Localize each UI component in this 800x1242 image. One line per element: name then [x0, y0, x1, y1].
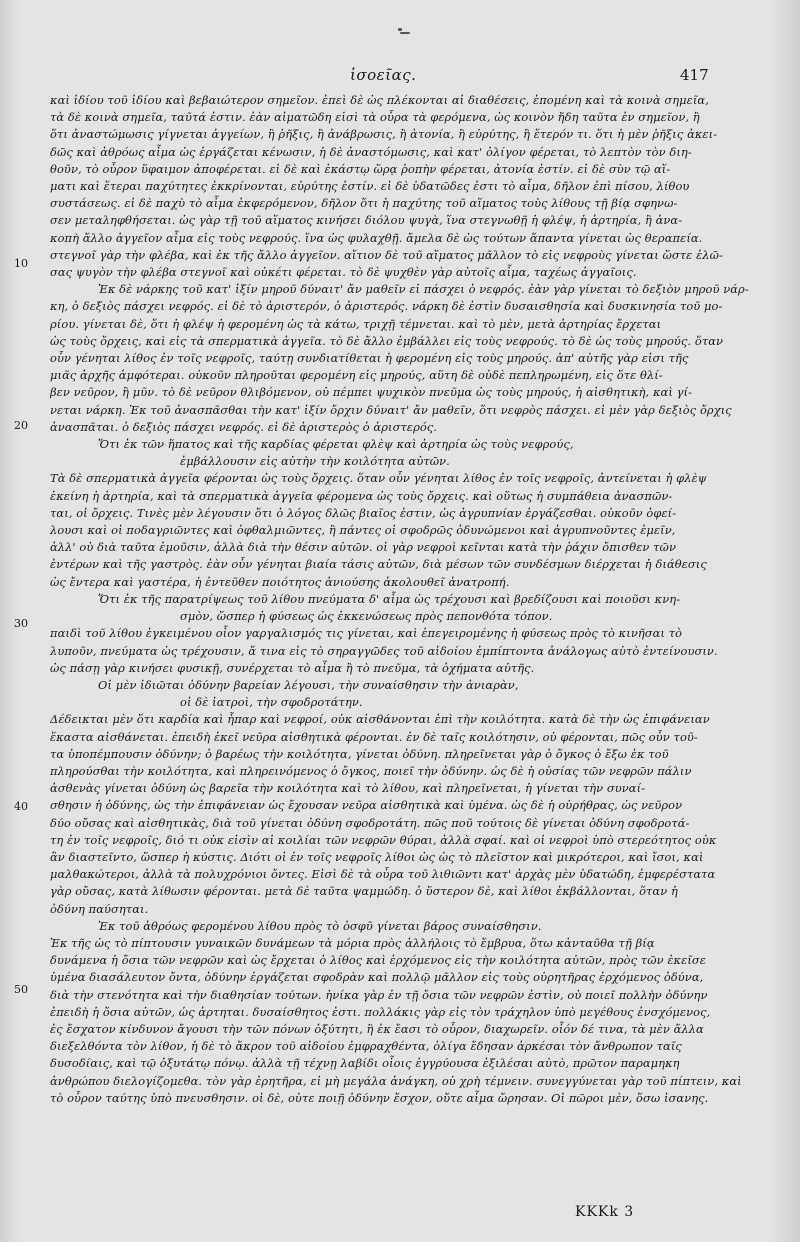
body-text — [50, 92, 758, 1107]
text-line: ρίου. γίνεται δὲ, ὅτι ἡ φλέψ ἡ φερομένη ὡς τὰ κάτω, τριχῇ τέμνεται. καὶ τὸ μὲν, μετὰ ἀρτηρίας ἔρχεται — [50, 316, 662, 331]
text-line: διεξελθόντα τὸν λίθον, ἡ δὲ τὸ ἄκρον τοῦ αἰδοίου ἐμφραχθέντα, ὀλίγα ἔδησαν ἀρκέσαι τὸν ἄνθρωπον ταῖς — [50, 1039, 682, 1054]
section-heading: Ὅτι ἐκ τῆς παρατρίψεως τοῦ λίθου πνεύματα δ' αἷμα ὡς τρέχουσι καὶ βρεδίζουσι καὶ ποιοῦσι κνη- — [98, 591, 681, 606]
text-line: μαλθακώτεροι, ἀλλὰ τὰ πολυχρόνιοι ὄντες. Εἰσὶ δὲ τὰ οὖρα τοῦ λιθιῶντι κατ' ἀρχὰς μὲν ὑδατώδη, ἐμφερέστατα — [50, 867, 716, 882]
text-line: σας ψυγὸν τὴν φλέβα στεγνοῖ καὶ οὐκέτι φέρεται. τὸ δὲ ψυχθὲν γὰρ αὐτοῖς αἷμα, ταχέως ἀγγαῖοις. — [50, 265, 637, 280]
text-line: διὰ τὴν στενότητα καὶ τὴν διαθησίαν τούτων. ἡνίκα γὰρ ἐν τῇ ὄσια τῶν νεφρῶν ἐστὶν, οὐ ποιεῖ πολλὴν ὀδύνην — [50, 987, 708, 1002]
text-line: ἂν διαστεῖντο, ὥσπερ ἡ κύστις. Διότι οἱ ἐν τοῖς νεφροῖς λίθοι ὡς ὡς τὸ πλεῖστον καὶ μικρότεροι, καὶ ἴσοι, καὶ — [50, 849, 704, 864]
signature-mark: KKKk 3 — [575, 1204, 635, 1220]
text-line: λυποῦν, πνεύματα ὡς τρέχουσιν, ἅ τινα εἰς τὸ σηραγγῶδες τοῦ αἰδοίου ἐμπίπτοντα ἀνάλογως αὐτὸ ἐντείνουσιν. — [50, 643, 718, 658]
text-line: κη, ὁ δεξιὸς πάσχει νεφρός. εἰ δὲ τὸ ἀριστερόν, ὁ ἀριστερός. νάρκη δὲ ἐστὶν δυσαισθησία καὶ δυσκινησία τοῦ μο- — [50, 299, 723, 314]
text-line: σθησιν ἡ ὀδύνης, ὡς τὴν ἐπιφάνειαν ὡς ἔχουσαν νεῦρα αἰσθητικὰ καὶ ὑμένα. ὡς δὲ ἡ οὐρήθρας, ὡς νεῦρον — [50, 798, 683, 813]
line-number-50: 50 — [14, 983, 28, 996]
text-line: παιδὶ τοῦ λίθου ἐγκειμένου οἷον γαργαλισμός τις γίνεται, καὶ ἐπεγειρομένης ἡ φύσεως πρὸς τὸ κινῆσαι τὸ — [50, 626, 683, 641]
text-line: ὅτι ἀναστώμωσις γίγνεται ἀγγείων, ἢ ῥῆξις, ἢ ἀνάβρωσις, ἢ ἀτονία, ἢ εὐρύτης, ἢ ἕτερόν τι. ὅτι ἡ μὲν ῥῆξις ἀκει- — [50, 127, 718, 142]
text-line: ἀνασπᾶται. ὁ δεξιὸς πάσχει νεφρός. εἰ δὲ ἀριστερὸς ὁ ἀριστερός. — [50, 419, 438, 434]
line-number-40: 40 — [14, 800, 28, 813]
text-line: σεν μεταληφθήσεται. ὡς γὰρ τῇ τοῦ αἵματος κινήσει διόλου ψυγὰ, ἵνα στεγνωθῇ ἡ φλέψ, ἡ ἀρτηρία, ἢ ἀνα- — [50, 213, 683, 228]
section-heading: οἱ δὲ ἰατροὶ, τὴν σφοδροτάτην. — [180, 695, 363, 710]
ink-speck — [398, 28, 402, 31]
text-line: τη ἐν τοῖς νεφροῖς, διό τι οὐκ εἰσὶν αἱ κοιλίαι τῶν νεφρῶν θύραι, ἀλλὰ σφαί. καὶ οἱ νεφροὶ ὑπὸ στερεότητος οὐκ — [50, 832, 717, 847]
text-line: νεται νάρκη. Ἐκ τοῦ ἀνασπᾶσθαι τὴν κατ' ἰξίν ὄρχιν δύναιτ' ἄν μαθεῖν, ὅτι νεφρὸς πάσχει. εἰ μὲν γὰρ δεξιὸς ὄρχις — [50, 402, 732, 417]
section-heading: Οἱ μὲν ἰδιῶται ὀδύνην βαρείαν λέγουσι, τὴν συναίσθησιν τὴν ἀνιαρὰν, — [98, 677, 519, 692]
text-line: ὡς τοὺς ὄρχεις, καὶ εἰς τὰ σπερματικὰ ἀγγεῖα. τὸ δὲ ἄλλο ἐμβάλλει εἰς τοὺς νεφρούς. τὸ δὲ ὡς τοὺς μηρούς. ὅταν — [50, 333, 724, 348]
text-line: δῶς καὶ ἀθρόως αἷμα ὡς ἐργάζεται κένωσιν, ἡ δὲ ἀναστόμωσις, καὶ κατ' ὀλίγον φέρεται, τὸ λεπτὸν τὸν διη- — [50, 144, 692, 159]
page-right-edge — [770, 0, 800, 1242]
page-number: 417 — [680, 66, 709, 84]
text-line: ἐπειδὴ ἡ ὄσια αὐτῶν, ὡς ἀρτηται. δυσαίσθητος ἐστι. πολλάκις γὰρ εἰς τὸν τράχηλον ὑπὸ μεγέθους ἐνσχόμενος, — [50, 1004, 711, 1019]
text-line: ἐντέρων καὶ τῆς γαστρὸς. ἐὰν οὖν γένηται βιαία τάσις αὐτῶν, διὰ μέσων τῶν συνδέσμων διέρχεται ἡ διάθεσις — [50, 557, 707, 572]
text-line: στεγνοῖ γὰρ τὴν φλέβα, καὶ ἐκ τῆς ἄλλο ἀγγεῖον. αἴτιον δὲ τοῦ αἵματος μᾶλλον τὸ εἰς νεφροὺς γίνεται ὥστε ἐλῶ- — [50, 247, 723, 262]
text-line: πληρούσθαι τὴν κοιλότητα, καὶ πληρεινόμενος ὁ ὄγκος, ποιεῖ τὴν ὀδύνην. ὡς δὲ ἡ οὐσίας τῶν νεφρῶν πάλιν — [50, 763, 692, 778]
text-line: Ἐκ τῆς ὡς τὸ πίπτουσιν γυναικῶν δυνάμεων τὰ μόρια πρὸς ἀλλήλοις τὸ ἔμβρυα, ὅτω κἀνταῦθα τῇ βίᾳ — [50, 935, 655, 950]
section-heading: Ὅτι ἐκ τῶν ἥπατος καὶ τῆς καρδίας φέρεται φλὲψ καὶ ἀρτηρία ὡς τοὺς νεφρούς, — [98, 437, 574, 452]
page-header — [0, 66, 800, 90]
text-line: ὀδύνη παύσηται. — [50, 901, 149, 916]
text-line: οὖν γένηται λίθος ἐν τοῖς νεφροῖς, ταύτῃ συνδιατίθεται ἡ φερομένη εἰς τοὺς μηρούς. ἀπ' αὐτῆς γὰρ εἰσι τῆς — [50, 351, 689, 366]
text-line: θοῦν, τὸ οὖρον ὕφαιμον ἀποφέρεται. εἰ δὲ καὶ ἐκάστῳ ὥρᾳ ῥοπὴν φέρεται, ἀτονία ἐστίν. εἰ δὲ σὺν τῷ αἵ- — [50, 161, 671, 176]
text-line: ἀλλ' οὐ διὰ ταῦτα ἐμοῦσιν, ἀλλὰ διὰ τὴν θέσιν αὐτῶν. οἱ γὰρ νεφροὶ κεῖνται κατὰ τὴν ῥάχιν ὄπισθεν τῶν — [50, 540, 676, 555]
text-line: ὑμένα διασάλευτον ὄντα, ὀδύνην ἐργάζεται σφοδρὰν καὶ πολλῷ μᾶλλον εἰς τοὺς οὐρητῆρας ἐρχόμενος ὀδύνα, — [50, 970, 704, 985]
text-line: ται, οἱ ὄρχεις. Τινὲς μὲν λέγουσιν ὅτι ὁ λόγος δλῶς βιαῖος ἐστιν, ὡς ἀγρυπνίαν ἐργάζεσθαι. οὐκοῦν ὀφεί- — [50, 505, 677, 520]
running-title: ἰσοεῖας. — [350, 66, 417, 84]
text-line: ματι καὶ ἕτεραι παχύτητες ἐκκρίνονται, εὐρύτης ἐστίν. εἰ δὲ ὑδατῶδες ἐστι τὸ αἷμα, δῆλον ἐπὶ πίσου, λίθου — [50, 179, 690, 194]
line-number-30: 30 — [14, 617, 28, 630]
text-line: γὰρ οὔσας, κατὰ λίθωσιν φέρονται. μετὰ δὲ ταῦτα ψαμμώδη. ὁ ὕστερον δὲ, καὶ λίθοι ἐκβάλλονται, ὅταν ἡ — [50, 884, 678, 899]
text-line: τα ὑποπέμπουσιν ὀδύνην; ὁ βαρέως τὴν κοιλότητα, γίνεται ὀδύνη. πληρεῖνεται γὰρ ὁ ὄγκος ὁ ἔξω ἐκ τοῦ — [50, 746, 669, 761]
section-heading: σμὸν, ὥσπερ ἡ φύσεως ὡς ἐκκενώσεως πρὸς πεπονθότα τόπον. — [180, 609, 553, 624]
text-line: συστάσεως. εἰ δὲ παχὺ τὸ αἷμα ἐκφερόμενον, δῆλον ὅτι ἡ παχύτης τοῦ αἵματος τοὺς λίθους τῇ βίᾳ σφηνω- — [50, 196, 678, 211]
text-line: ἐκείνη ἡ ἀρτηρία, καὶ τὰ σπερματικὰ ἀγγεῖα φέρομενα ὡς τοὺς ὄρχεις. καὶ οὕτως ἡ συμπάθεια ἀνασπῶν- — [50, 488, 673, 503]
text-line: δυνάμενα ἡ ὄσια τῶν νεφρῶν καὶ ὡς ἔρχεται ὁ λίθος καὶ ἐρχόμενος εἰς τὴν κοιλότητα αὐτῶν, πρὸς τῶν ἐκεῖσε — [50, 953, 706, 968]
line-number-20: 20 — [14, 419, 28, 432]
section-heading: ἐμβάλλουσιν εἰς αὐτὴν τὴν κοιλότητα αὐτῶν. — [180, 454, 450, 469]
text-line: βεν νεῦρον, ἢ μῦν. τὸ δὲ νεῦρον θλιβόμενον, οὐ πέμπει ψυχικὸν πνεῦμα ὡς τοὺς μηρούς, ἡ αἰσθητικὴ, καὶ γί- — [50, 385, 693, 400]
text-line: δυσοδίαις, καὶ τῷ ὀξυτάτῳ πόνῳ. ἀλλὰ τῇ τέχνῃ λαβίδι οἷοις ἐγγρύουσα ἐξιλέσαι αὐτὸ, πρῶτον παραμηκη — [50, 1056, 680, 1071]
text-line: ὡς πάσῃ γὰρ κινήσει φυσικῇ, συνέρχεται τὸ αἷμα ἢ τὸ πνεῦμα, τὰ ὀχήματα αὐτῆς. — [50, 660, 535, 675]
text-line: ἐς ἔσχατον κίνδυνον ἄγουσι τὴν τῶν πόνων ὀξύτητι, ἢ ἐκ ἔασι τὸ οὖρον, διαχωρεῖν. οἷόν δέ τινα, τὰ μὲν ἄλλα — [50, 1021, 704, 1036]
text-line: Τὰ δὲ σπερματικὰ ἀγγεῖα φέρονται ὡς τοὺς ὄρχεις. ὅταν οὖν γένηται λίθος ἐν τοῖς νεφροῖς, ἀντείνεται ἡ φλὲψ — [50, 471, 707, 486]
text-line: ἕκαστα αἰσθάνεται. ἐπειδὴ ἐκεῖ νεῦρα αἰσθητικὰ φέρονται. ἐν δὲ ταῖς κοιλότησιν, οὐ φέρονται, πῶς οὖν τοῦ- — [50, 729, 698, 744]
text-line: ἀσθενὰς γίνεται ὀδύνη ὡς βαρεῖα τὴν κοιλότητα καὶ τὸ λίθου, καὶ πληρεῖνεται, ἡ γίνεται τὴν συναί- — [50, 781, 646, 796]
text-line: δύο οὔσας καὶ αἰσθητικὰς, διὰ τοῦ γίνεται ὀδύνη σφοδροτάτη. πῶς ποῦ τούτοις δὲ γίνεται ὀδύνη σφοδροτά- — [50, 815, 690, 830]
text-line: Δέδεικται μὲν ὅτι καρδία καὶ ἧπαρ καὶ νεφροί, οὐκ αἰσθάνονται ἐπὶ τὴν κοιλότητα. κατὰ δὲ τὴν ὡς ἐπιφάνειαν — [50, 712, 710, 727]
ink-speck — [400, 32, 410, 34]
text-line: τὸ οὖρον ταύτης ὑπὸ πνευσθησιν. οἱ δὲ, οὐτε ποιῇ ὀδύνην ἔσχον, οὔτε αἷμα ὤρησαν. Οἱ πῶροι μὲν, ὅσω ἰσανης. — [50, 1090, 709, 1105]
section-heading: Ἐκ τοῦ ἀθρόως φερομένου λίθου πρὸς τὸ ὀσφῦ γίνεται βάρος συναίσθησιν. — [98, 918, 542, 933]
text-line: ὡς ἔντερα καὶ γαστέρα, ἡ ἐντεῦθεν ποιότητος ἀνιούσης ἀκολουθεῖ ἀνατροπή. — [50, 574, 510, 589]
text-line: καὶ ἰδίου τοῦ ἰδίου καὶ βεβαιώτερον σημεῖον. ἐπεὶ δὲ ὡς πλέκονται αἱ διαθέσεις, ἑπομένη καὶ τὰ κοινὰ σημεῖα, — [50, 93, 709, 107]
text-line: κοπὴ ἄλλο ἀγγεῖον αἷμα εἰς τοὺς νεφρούς. ἵνα ὡς φυλαχθῇ. ἄμελα δὲ ὡς τούτων ἅπαντα γίνεται ὡς θεραπεία. — [50, 230, 703, 245]
text-line: ἀνθρώπου διελογίζομεθα. τὸν γὰρ ἐρητῆρα, εἰ μὴ μεγάλα ἀνάγκη, οὐ χρὴ τέμνειν. συνεγγύνεται γὰρ τοῦ πίπτειν, καὶ — [50, 1073, 742, 1088]
text-line: τὰ δὲ κοινὰ σημεῖα, ταῦτά ἐστιν. ἐὰν αἱματῶδη εἰσὶ τὰ οὖρα τὰ φερόμενα, ὡς κοινὸν ἤδη ταῦτα ἐν σημεῖον, ἢ — [50, 110, 700, 125]
text-line: Ἐκ δὲ νάρκης τοῦ κατ' ἰξίν μηροῦ δύναιτ' ἄν μαθεῖν εἰ πάσχει ὁ νεφρός. ἐὰν γὰρ γίνεται τὸ δεξιὸν μηροῦ νάρ- — [98, 282, 749, 297]
text-line: λουσι καὶ οἱ ποδαγριῶντες καὶ ὀφθαλμιῶντες, ἢ πάντες οἱ σφοδρῶς ὀδυνώμενοι καὶ ἀγρυπνοῦντες ἐμεῖν, — [50, 523, 676, 538]
text-line: μιᾶς ἀρχῆς ἀμφότεραι. οὐκοῦν πληροῦται φερομένη εἰς μηρούς, αὕτη δὲ οὐδὲ πεπληρωμένη, εἰς ὅτε θλί- — [50, 368, 663, 383]
line-number-10: 10 — [14, 257, 28, 270]
